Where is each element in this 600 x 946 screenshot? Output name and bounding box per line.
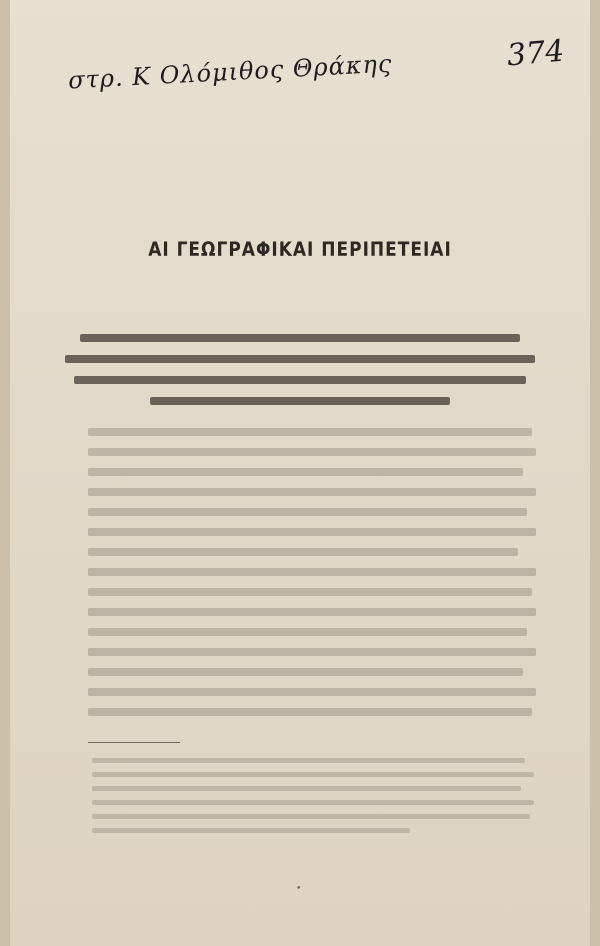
handwritten-page-number: 374	[505, 33, 566, 74]
page-left-edge	[0, 0, 10, 946]
page-mark: •	[296, 884, 302, 894]
body-paragraph	[88, 428, 536, 728]
article-summary	[56, 327, 544, 411]
footnote-rule	[88, 742, 180, 743]
footnote	[92, 758, 534, 842]
handwritten-annotation: στρ. Κ Ολόμιθος Θράκης	[67, 49, 393, 95]
article-title: ΑΙ ΓΕΩΓΡΑΦΙΚΑΙ ΠΕΡΙΠΕΤΕΙΑΙ	[148, 238, 452, 262]
page-right-edge	[590, 0, 600, 946]
